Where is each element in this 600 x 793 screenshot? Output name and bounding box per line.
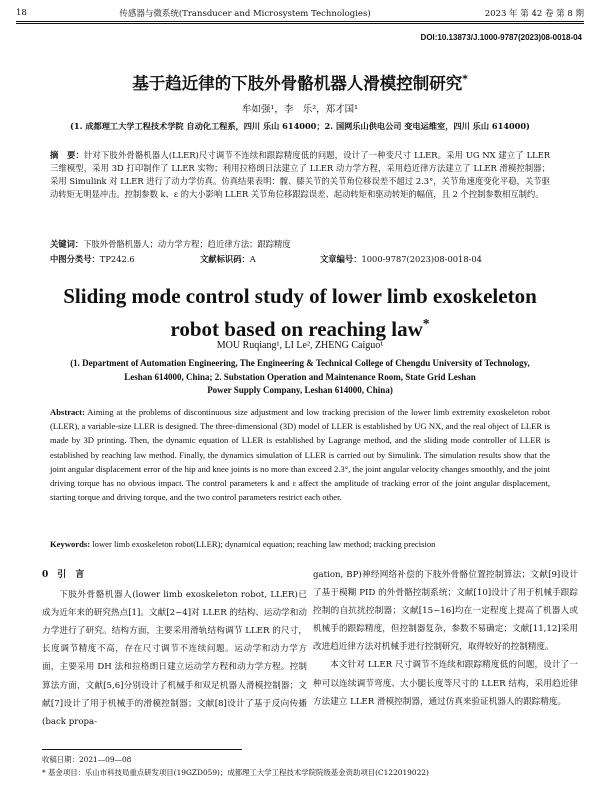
- chinese-abstract-text: 针对下肢外骨骼机器人(LLER)尺寸调节不连续和跟踪精度低的问题，设计了一种变尺寸 LLER。采用 UG NX 建立了 LLER 三维模型，采用 3D 打印制作了 LLER 实物；利用拉格朗日法建立了 LLER 动力学方程，采用趋近律方法建立了 LLER 滑模控制器；采用 Simulink 对 LLER 进行了动力学仿真。仿真结果表明：髋、膝关节的关节角位移误差不超过 2.3°，关节角速度变化平稳，关节驱动转矩无明显冲击。控制参数 k、ε 的大小影响 LLER 关节角位移跟踪误差、起动转矩和驱动转矩的幅值，且 2 个控制参数相互制约。: [50, 150, 550, 200]
- clc-cell: [50, 253, 200, 265]
- chinese-title-footnote-mark: *: [462, 72, 468, 86]
- body-paragraph: 下肢外骨骼机器人(lower limb exoskeleton robot, LLER)已成为近年来的研究热点[1]。文献[2~4]对 LLER 的结构、运动学和动力学进行了研究。结构方面，主要采用滑轨结构调节 LLER 的尺寸，长度调节精度不高，存在尺寸调节不连续问题。运动学和动力学方面，主要采用 DH 法和拉格朗日建立运动学方程和动力学方程。控制算法方面，文献[5,6]分别设计了机械手和双足机器人滑模控制器；文献[7]设计了用于机械手的滑模控制器；文献[8]设计了基于反向传播(back propa-: [42, 590, 307, 727]
- classification-line: [50, 253, 550, 265]
- chinese-keywords: [50, 238, 550, 250]
- english-title-line-2: [0, 310, 600, 343]
- english-keywords-text: lower limb exoskeleton robot(LLER); dynamical equation; reaching law method; tracking precision: [92, 539, 436, 549]
- chinese-authors: 牟如强¹，李 乐²，郑才国¹: [242, 104, 358, 115]
- english-title-line-2-text: robot based on reaching law: [170, 317, 423, 341]
- english-abstract-label: Abstract:: [50, 407, 85, 417]
- english-abstract: [50, 405, 550, 504]
- chinese-affiliation: (1. 成都理工大学工程技术学院 自动化工程系，四川 乐山 614000；2. 国网乐山供电公司 变电运维室，四川 乐山 614000): [70, 121, 530, 131]
- english-title-line-1: Sliding mode control study of lower limb exoskeleton: [63, 284, 537, 308]
- english-affiliation: [20, 357, 580, 398]
- body-column-right: [313, 566, 578, 711]
- issue-info: 2023 年 第 42 卷 第 8 期: [484, 9, 584, 19]
- english-affiliation-line-2: Leshan 614000, China; 2. Substation Operation and Maintenance Room, State Grid Leshan: [124, 371, 476, 382]
- english-affiliation-line-3: Power Supply Company, Leshan 614000, China): [207, 385, 393, 396]
- doi: DOI:10.13873/J.1000-9787(2023)08-0018-04: [420, 33, 582, 42]
- footnote-received-date: 收稿日期：2021—09—08: [42, 755, 132, 764]
- running-header: [16, 6, 584, 20]
- body-paragraph: gation, BP)神经网络补偿的下肢外骨骼位置控制算法；文献[9]设计了基于模糊 PID 的外骨骼控制系统；文献[10]设计了用于机械手跟踪控制的自抗扰控制器；文献[15~16]均在一定程度上提高了机器人或机械手的跟踪精度，但控制器复杂，参数不易确定；文献[11,12]采用改进趋近律方法对机械手进行控制研究，取得较好的控制精度。: [313, 570, 578, 653]
- header-divider-secondary: [16, 23, 584, 24]
- doc-code-cell: [200, 253, 320, 265]
- chinese-title-text: 基于趋近律的下肢外骨骼机器人滑模控制研究: [132, 74, 463, 93]
- chinese-title: [0, 70, 600, 94]
- section-heading-introduction: 0 引 言: [42, 570, 85, 580]
- english-title: [0, 282, 600, 343]
- clc-label: 中图分类号：: [50, 254, 100, 264]
- journal-name: 传感器与微系统(Transducer and Microsystem Technologies): [119, 9, 371, 19]
- english-affiliation-line-1: (1. Department of Automation Engineering, The Engineering & Technical College of Chengdu University of Technology,: [70, 358, 530, 368]
- chinese-abstract-label: 摘 要：: [50, 150, 84, 160]
- article-no-value: 1000-9787(2023)08-0018-04: [361, 254, 482, 264]
- english-keywords-label: Keywords:: [50, 539, 91, 549]
- english-abstract-text: Aiming at the problems of discontinuous size adjustment and low tracking precision of the lower limb extremity exoskeleton robot (LLER), a variable-size LLER is designed. The three-dimensional (3D) model of LLER is established by UG NX, and the real object of LLER is made by 3D printing. Then, the dynamic equation of LLER is established by Lagrange method, and the sliding mode controller of LLER is established by reaching law method. Finally, the dynamics simulation of LLER is carried out by Simulink. The simulation results show that the joint angular displacement error of the hip and knee joints is no more than exceed 2.3°, the joint angular velocity changes smoothly, and the joint driving torque has no obvious impact. The control parameters k and ε affect the amplitude of tracking error of the joint angular displacement, starting torque and driving torque, and the two control parameters restrict each other.: [50, 407, 550, 503]
- article-no-cell: [320, 253, 482, 265]
- clc-value: TP242.6: [99, 254, 135, 264]
- chinese-abstract: [50, 149, 550, 201]
- body-column-left: [42, 566, 307, 731]
- english-authors: MOU Ruqiang¹, LI Le², ZHENG Caiguo¹: [216, 340, 384, 351]
- chinese-keywords-text: 下肢外骨骼机器人；动力学方程；趋近律方法；跟踪精度: [83, 239, 291, 249]
- doc-code-value: A: [249, 254, 256, 264]
- page-number: 18: [16, 8, 27, 18]
- footnote-fund: * 基金项目：乐山市科技局重点研发项目(19GZD059)；成都理工大学工程技术学院院级基金资助项目(C122019022): [42, 768, 429, 777]
- doc-code-label: 文献标识码：: [200, 254, 250, 264]
- footnote-divider: [42, 749, 242, 750]
- chinese-keywords-label: 关键词：: [50, 239, 84, 249]
- english-title-footnote-mark: *: [422, 316, 430, 331]
- article-no-label: 文章编号：: [320, 254, 362, 264]
- body-paragraph: 本文针对 LLER 尺寸调节不连续和跟踪精度低的问题，设计了一种可以连续调节弯度、大小腿长度等尺寸的 LLER 结构，采用趋近律方法建立 LLER 滑模控制器，通过仿真来验证机器人的跟踪精度。: [313, 660, 578, 707]
- header-divider: [16, 21, 584, 22]
- english-keywords: [50, 537, 550, 551]
